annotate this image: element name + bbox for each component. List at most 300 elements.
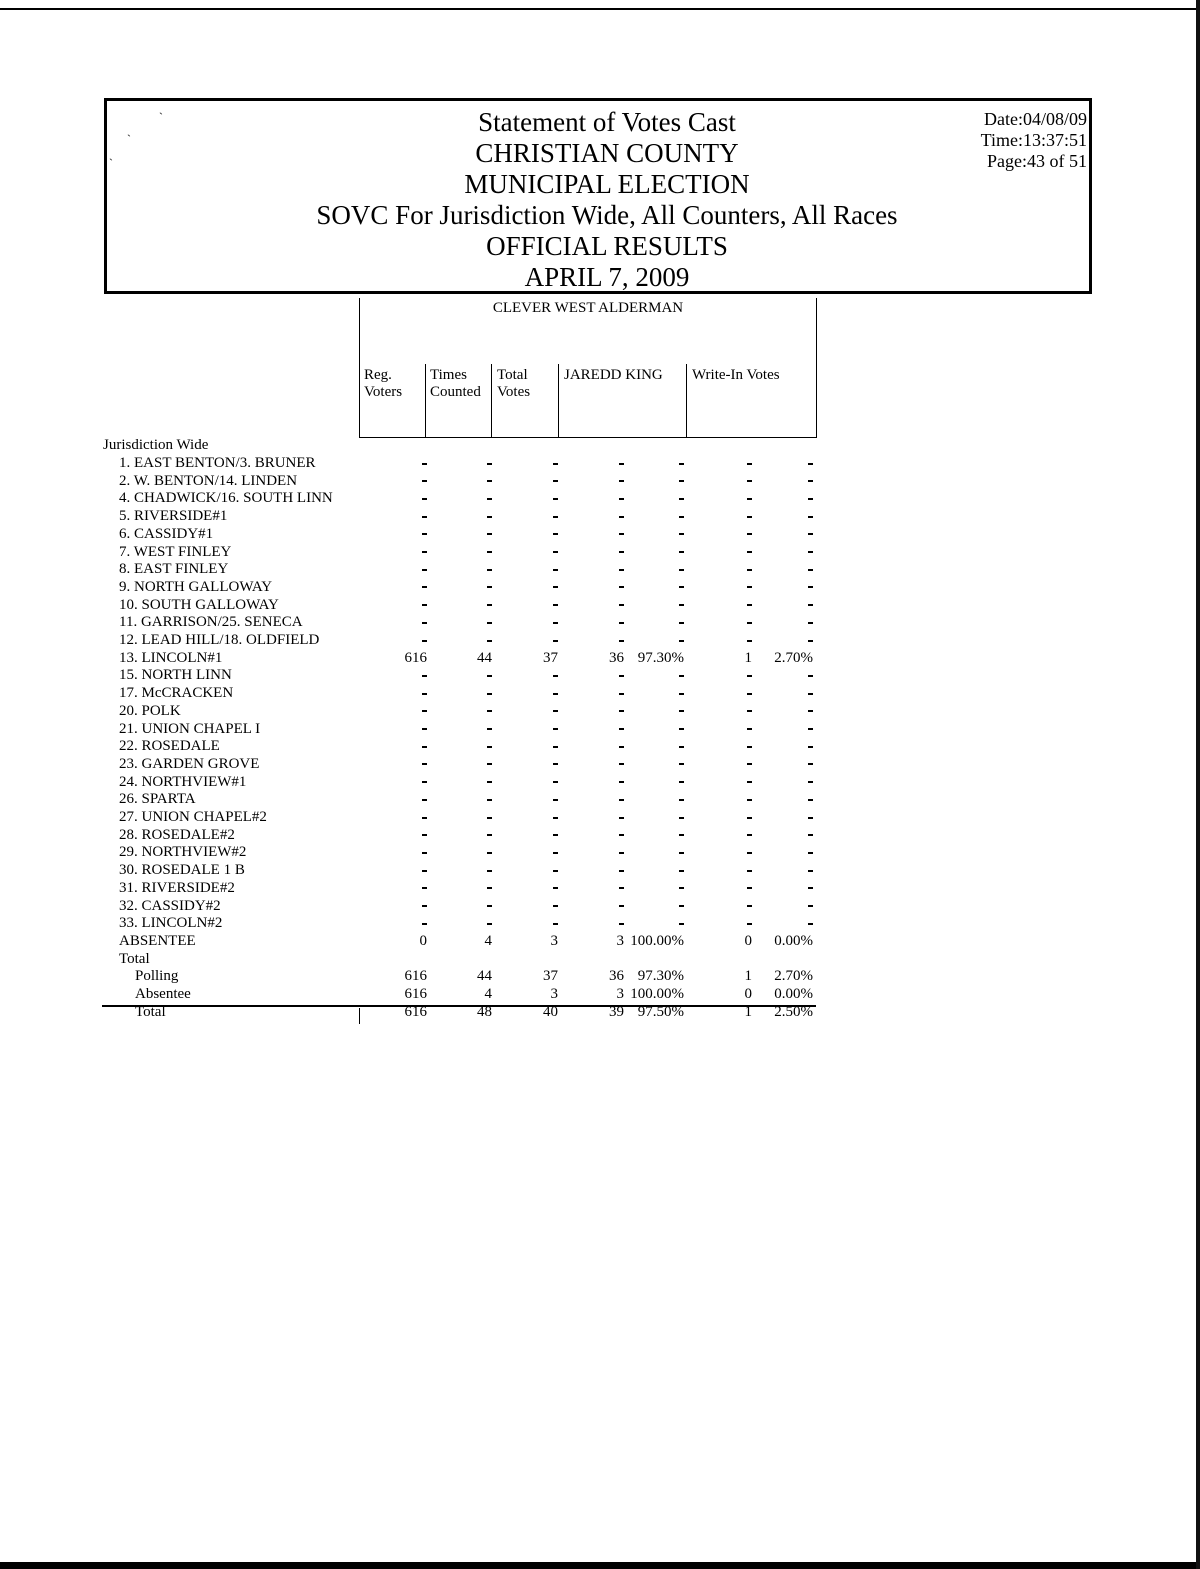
row-label: 31. RIVERSIDE#2 [119,879,235,896]
row-label: 23. GARDEN GROVE [119,755,260,772]
dash-mark [619,533,624,535]
dash-mark [553,746,558,748]
empty-cell-dash [487,614,492,632]
dash-mark [747,728,752,730]
empty-cell-dash [553,597,558,615]
empty-cell-dash [422,685,427,703]
empty-cell-dash [553,685,558,703]
empty-cell-dash [553,632,558,650]
scan-speck: ˎ [159,101,163,115]
cell-king-pct: 97.50% [637,1003,684,1020]
row-label: 13. LINCOLN#1 [119,649,223,666]
empty-cell-dash [487,915,492,933]
results-status: OFFICIAL RESULTS [486,231,728,261]
dash-mark [747,463,752,465]
dash-mark [422,870,427,872]
empty-cell-dash [747,632,752,650]
empty-cell-dash [747,473,752,491]
row-label: 29. NORTHVIEW#2 [119,844,247,861]
dash-mark [747,551,752,553]
cell-total: 3 [550,986,558,1002]
empty-cell-dash [808,703,813,721]
dash-mark [422,710,427,712]
empty-cell-dash [553,526,558,544]
dash-mark [747,817,752,819]
dash-mark [422,640,427,642]
empty-cell-dash [422,703,427,721]
empty-cell-dash [487,490,492,508]
dash-mark [808,763,813,765]
dash-mark [422,817,427,819]
cell-total: 40 [543,1003,558,1020]
empty-cell-dash [619,721,624,739]
empty-cell-dash [808,844,813,862]
column-divider [686,364,687,438]
col-total-votes: Total Votes [497,367,531,400]
row-label: 7. WEST FINLEY [119,543,232,560]
empty-cell-dash [808,597,813,615]
cell-write-pct: 0.00% [774,932,813,949]
dash-mark [487,551,492,553]
cell-king-pct: 97.30% [637,968,684,985]
empty-cell-dash [747,862,752,880]
empty-cell-dash [553,809,558,827]
cell-king-pct: 97.30% [637,649,684,666]
cell-king: 3 [616,986,624,1002]
dash-mark [747,640,752,642]
dash-mark [679,870,684,872]
dash-mark [553,852,558,854]
cell-king: 36 [609,968,624,985]
dash-mark [808,905,813,907]
dash-mark [679,569,684,571]
empty-cell-dash [487,738,492,756]
dash-mark [808,604,813,606]
empty-cell-dash [808,721,813,739]
empty-cell-dash [553,490,558,508]
empty-cell-dash [487,721,492,739]
empty-cell-dash [679,915,684,933]
dash-mark [487,870,492,872]
empty-cell-dash [808,473,813,491]
column-divider [816,298,817,438]
dash-mark [487,498,492,500]
dash-mark [553,693,558,695]
empty-cell-dash [619,473,624,491]
total-rule [102,1005,816,1007]
race-title: CLEVER WEST ALDERMAN [492,300,684,316]
empty-cell-dash [808,579,813,597]
dash-mark [553,463,558,465]
cell-reg: 616 [404,649,427,666]
dash-mark [808,622,813,624]
dash-mark [619,675,624,677]
empty-cell-dash [747,898,752,916]
dash-mark [553,604,558,606]
dash-mark [619,693,624,695]
empty-cell-dash [422,490,427,508]
dash-mark [487,852,492,854]
dash-mark [487,834,492,836]
empty-cell-dash [619,508,624,526]
dash-mark [619,622,624,624]
empty-cell-dash [747,809,752,827]
row-label: Absentee [135,986,191,1002]
dash-mark [553,480,558,482]
dash-mark [747,852,752,854]
empty-cell-dash [679,791,684,809]
dash-mark [679,480,684,482]
empty-cell-dash [487,455,492,473]
dash-mark [553,834,558,836]
dash-mark [619,852,624,854]
dash-mark [422,834,427,836]
dash-mark [679,675,684,677]
empty-cell-dash [619,915,624,933]
dash-mark [747,923,752,925]
dash-mark [422,923,427,925]
empty-cell-dash [487,756,492,774]
dash-mark [553,781,558,783]
empty-cell-dash [422,667,427,685]
empty-cell-dash [679,544,684,562]
empty-cell-dash [808,544,813,562]
empty-cell-dash [553,721,558,739]
empty-cell-dash [422,915,427,933]
scan-edge-right [1196,0,1200,1569]
dash-mark [487,887,492,889]
row-label: Total [135,1003,166,1020]
dash-mark [747,693,752,695]
dash-mark [487,675,492,677]
empty-cell-dash [808,880,813,898]
empty-cell-dash [422,721,427,739]
dash-mark [808,710,813,712]
empty-cell-dash [747,774,752,792]
dash-mark [619,887,624,889]
empty-cell-dash [487,561,492,579]
dash-mark [553,516,558,518]
dash-mark [679,604,684,606]
dash-mark [487,569,492,571]
empty-cell-dash [679,526,684,544]
dash-mark [679,763,684,765]
empty-cell-dash [422,632,427,650]
dash-mark [422,569,427,571]
report-header [104,98,1092,294]
dash-mark [619,746,624,748]
dash-mark [808,569,813,571]
empty-cell-dash [679,561,684,579]
column-divider [491,364,492,438]
empty-cell-dash [619,827,624,845]
dash-mark [487,728,492,730]
empty-cell-dash [679,809,684,827]
column-divider [359,298,360,438]
dash-mark [747,586,752,588]
cell-times: 4 [484,932,492,949]
empty-cell-dash [619,632,624,650]
empty-cell-dash [808,508,813,526]
empty-cell-dash [422,473,427,491]
empty-cell-dash [553,703,558,721]
dash-mark [619,870,624,872]
empty-cell-dash [619,738,624,756]
dash-mark [619,640,624,642]
dash-mark [422,763,427,765]
empty-cell-dash [808,455,813,473]
dash-mark [422,516,427,518]
dash-mark [619,799,624,801]
row-label: ABSENTEE [119,932,196,949]
empty-cell-dash [679,721,684,739]
dash-mark [747,746,752,748]
empty-cell-dash [487,844,492,862]
dash-mark [422,781,427,783]
empty-cell-dash [422,844,427,862]
empty-cell-dash [422,738,427,756]
cell-write-pct: 0.00% [774,986,813,1002]
dash-mark [619,463,624,465]
dash-mark [487,463,492,465]
empty-cell-dash [808,774,813,792]
empty-cell-dash [747,597,752,615]
empty-cell-dash [747,685,752,703]
cell-total: 37 [543,649,558,666]
scan-speck: ˎ [127,123,131,137]
empty-cell-dash [619,703,624,721]
empty-cell-dash [422,898,427,916]
empty-cell-dash [808,490,813,508]
dash-mark [679,781,684,783]
col-candidate: JAREDD KING [564,367,663,383]
empty-cell-dash [808,526,813,544]
empty-cell-dash [747,614,752,632]
empty-cell-dash [679,880,684,898]
empty-cell-dash [747,544,752,562]
empty-cell-dash [422,455,427,473]
row-label: 10. SOUTH GALLOWAY [119,596,279,613]
empty-cell-dash [679,862,684,880]
empty-cell-dash [747,915,752,933]
dash-mark [679,799,684,801]
dash-mark [553,675,558,677]
dash-mark [808,887,813,889]
cell-king: 39 [609,1003,624,1020]
empty-cell-dash [553,667,558,685]
cell-write-pct: 2.70% [774,649,813,666]
empty-cell-dash [619,490,624,508]
dash-mark [422,799,427,801]
dash-mark [422,551,427,553]
dash-mark [487,746,492,748]
dash-mark [747,763,752,765]
empty-cell-dash [422,880,427,898]
empty-cell-dash [553,880,558,898]
dash-mark [679,516,684,518]
empty-cell-dash [808,614,813,632]
page-number: Page:43 of 51 [987,151,1087,171]
dash-mark [679,728,684,730]
dash-mark [808,817,813,819]
dash-mark [747,710,752,712]
report-meta [981,109,1087,172]
dash-mark [487,905,492,907]
dash-mark [679,923,684,925]
empty-cell-dash [487,898,492,916]
dash-mark [747,622,752,624]
dash-mark [679,622,684,624]
dash-mark [553,569,558,571]
dash-mark [487,533,492,535]
dash-mark [422,852,427,854]
empty-cell-dash [553,473,558,491]
row-label: 32. CASSIDY#2 [119,897,221,914]
empty-cell-dash [808,915,813,933]
empty-cell-dash [679,597,684,615]
dash-mark [487,604,492,606]
empty-cell-dash [747,738,752,756]
empty-cell-dash [422,614,427,632]
empty-cell-dash [619,614,624,632]
empty-cell-dash [553,862,558,880]
cell-write: 1 [744,968,752,985]
report-scope: SOVC For Jurisdiction Wide, All Counters, All Races [316,200,898,230]
row-label: 8. EAST FINLEY [119,561,229,578]
empty-cell-dash [422,561,427,579]
empty-cell-dash [679,632,684,650]
dash-mark [747,569,752,571]
cell-times: 44 [477,649,492,666]
empty-cell-dash [679,685,684,703]
dash-mark [679,693,684,695]
empty-cell-dash [422,526,427,544]
empty-cell-dash [808,862,813,880]
dash-mark [553,586,558,588]
dash-mark [679,533,684,535]
empty-cell-dash [808,898,813,916]
empty-cell-dash [619,774,624,792]
empty-cell-dash [808,632,813,650]
dash-mark [487,817,492,819]
dash-mark [553,640,558,642]
scan-speck: ˏ [109,147,113,161]
empty-cell-dash [619,898,624,916]
empty-cell-dash [619,791,624,809]
cell-times: 44 [477,968,492,985]
dash-mark [422,480,427,482]
row-label: 9. NORTH GALLOWAY [119,578,273,595]
dash-mark [619,516,624,518]
empty-cell-dash [808,827,813,845]
empty-cell-dash [487,791,492,809]
dash-mark [422,728,427,730]
empty-cell-dash [747,526,752,544]
report-date: Date:04/08/09 [984,109,1087,129]
dash-mark [553,817,558,819]
cell-write-pct: 2.70% [774,968,813,985]
empty-cell-dash [619,526,624,544]
row-label: 6. CASSIDY#1 [119,525,214,542]
empty-cell-dash [747,844,752,862]
empty-cell-dash [422,579,427,597]
dash-mark [619,498,624,500]
empty-cell-dash [808,561,813,579]
dash-mark [619,480,624,482]
dash-mark [619,569,624,571]
dash-mark [487,923,492,925]
empty-cell-dash [747,791,752,809]
dash-mark [422,498,427,500]
empty-cell-dash [553,508,558,526]
empty-cell-dash [487,526,492,544]
empty-cell-dash [422,862,427,880]
section-label: Jurisdiction Wide [103,437,209,453]
dash-mark [553,533,558,535]
empty-cell-dash [619,844,624,862]
row-label: 11. GARRISON/25. SENECA [119,614,303,631]
empty-cell-dash [422,597,427,615]
dash-mark [619,923,624,925]
row-label: Polling [135,968,179,985]
column-divider [359,1008,360,1024]
empty-cell-dash [619,579,624,597]
empty-cell-dash [553,455,558,473]
empty-cell-dash [487,809,492,827]
dash-mark [553,905,558,907]
dash-mark [487,480,492,482]
dash-mark [487,693,492,695]
empty-cell-dash [679,490,684,508]
dash-mark [619,817,624,819]
dash-mark [619,781,624,783]
dash-mark [808,693,813,695]
empty-cell-dash [747,490,752,508]
totals-label: Total [119,950,150,967]
dash-mark [487,799,492,801]
dash-mark [808,799,813,801]
empty-cell-dash [487,632,492,650]
dash-mark [808,923,813,925]
empty-cell-dash [619,561,624,579]
row-label: 2. W. BENTON/14. LINDEN [119,472,298,489]
cell-reg: 616 [404,968,427,985]
dash-mark [679,463,684,465]
empty-cell-dash [487,579,492,597]
empty-cell-dash [422,756,427,774]
cell-times: 48 [477,1003,492,1020]
col-reg-voters: Reg. Voters [364,367,403,400]
dash-mark [553,799,558,801]
column-divider [425,364,426,438]
dash-mark [747,870,752,872]
dash-mark [679,640,684,642]
empty-cell-dash [553,756,558,774]
row-label: 5. RIVERSIDE#1 [119,508,228,525]
empty-cell-dash [679,455,684,473]
dash-mark [679,586,684,588]
cell-reg: 616 [404,986,427,1002]
row-label: 17. McCRACKEN [119,685,234,702]
empty-cell-dash [422,508,427,526]
dash-mark [422,463,427,465]
empty-cell-dash [619,455,624,473]
empty-cell-dash [747,721,752,739]
empty-cell-dash [422,544,427,562]
empty-cell-dash [808,809,813,827]
row-label: 1. EAST BENTON/3. BRUNER [119,455,316,471]
dash-mark [747,604,752,606]
